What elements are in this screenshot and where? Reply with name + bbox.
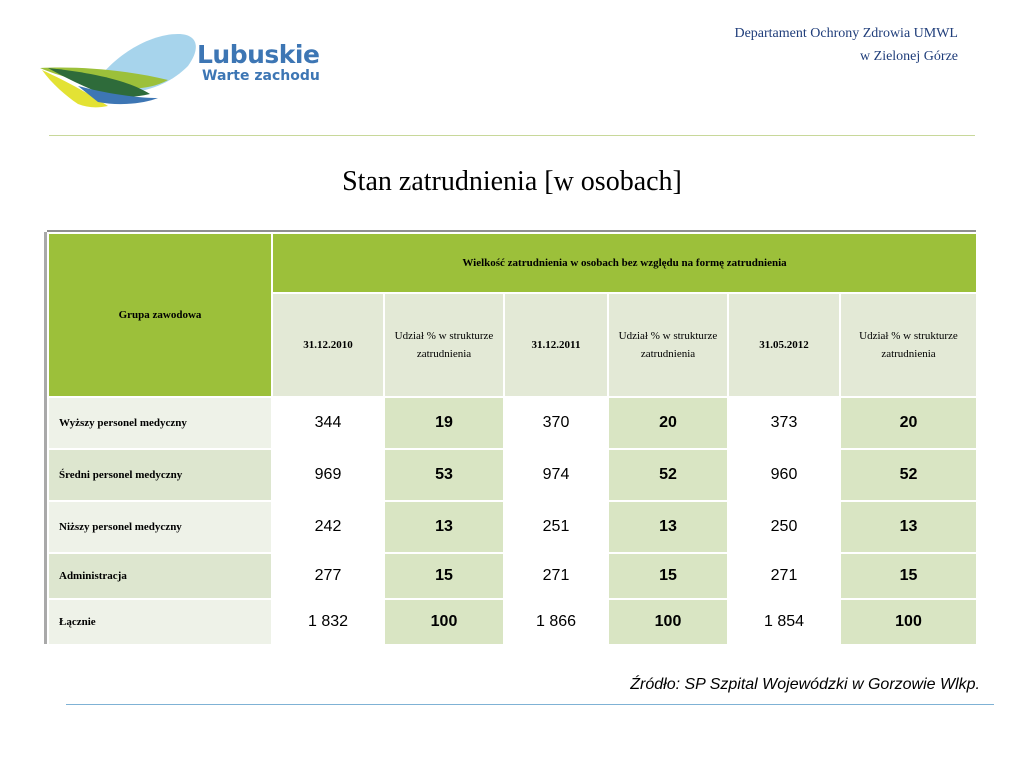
value-cell: 370 bbox=[504, 397, 608, 449]
row-group-label: Administracja bbox=[48, 553, 272, 599]
logo-wordmark bbox=[197, 42, 320, 84]
share-cell: 100 bbox=[608, 599, 728, 645]
share-cell: 13 bbox=[608, 501, 728, 553]
value-cell: 1 854 bbox=[728, 599, 840, 645]
value-cell: 344 bbox=[272, 397, 384, 449]
table-row bbox=[48, 397, 977, 449]
share-cell: 15 bbox=[608, 553, 728, 599]
table-row bbox=[48, 553, 977, 599]
share-cell: 13 bbox=[840, 501, 977, 553]
row-group-label: Średni personel medyczny bbox=[48, 449, 272, 501]
value-cell: 250 bbox=[728, 501, 840, 553]
column-header-share-2012: Udział % w strukturze zatrudnienia bbox=[840, 293, 977, 397]
column-header-share-2010: Udział % w strukturze zatrudnienia bbox=[384, 293, 504, 397]
table-row bbox=[48, 449, 977, 501]
value-cell: 271 bbox=[728, 553, 840, 599]
employment-table bbox=[47, 232, 978, 646]
row-group-label: Łącznie bbox=[48, 599, 272, 645]
share-cell: 15 bbox=[840, 553, 977, 599]
share-cell: 20 bbox=[608, 397, 728, 449]
table-row bbox=[48, 599, 977, 645]
column-header-date-2010: 31.12.2010 bbox=[272, 293, 384, 397]
logo-title: Lubuskie bbox=[197, 40, 320, 69]
row-group-label: Wyższy personel medyczny bbox=[48, 397, 272, 449]
share-cell: 15 bbox=[384, 553, 504, 599]
page-title: Stan zatrudnienia [w osobach] bbox=[342, 166, 682, 197]
value-cell: 1 866 bbox=[504, 599, 608, 645]
value-cell: 974 bbox=[504, 449, 608, 501]
logo-subtitle: Warte zachodu bbox=[202, 68, 320, 84]
value-cell: 277 bbox=[272, 553, 384, 599]
department-header bbox=[734, 22, 958, 68]
value-cell: 969 bbox=[272, 449, 384, 501]
row-group-label: Niższy personel medyczny bbox=[48, 501, 272, 553]
value-cell: 242 bbox=[272, 501, 384, 553]
value-cell: 960 bbox=[728, 449, 840, 501]
top-divider bbox=[49, 135, 975, 136]
column-header-date-2011: 31.12.2011 bbox=[504, 293, 608, 397]
share-cell: 53 bbox=[384, 449, 504, 501]
dept-line-1: Departament Ochrony Zdrowia UMWL bbox=[734, 26, 958, 41]
value-cell: 373 bbox=[728, 397, 840, 449]
value-cell: 271 bbox=[504, 553, 608, 599]
value-cell: 251 bbox=[504, 501, 608, 553]
column-header-share-2011: Udział % w strukturze zatrudnienia bbox=[608, 293, 728, 397]
source-note: Źródło: SP Szpital Wojewódzki w Gorzowie Wlkp. bbox=[630, 676, 980, 693]
column-header-date-2012: 31.05.2012 bbox=[728, 293, 840, 397]
share-cell: 19 bbox=[384, 397, 504, 449]
share-cell: 100 bbox=[840, 599, 977, 645]
share-cell: 100 bbox=[384, 599, 504, 645]
share-cell: 13 bbox=[384, 501, 504, 553]
bottom-divider bbox=[66, 704, 994, 705]
dept-line-2: w Zielonej Górze bbox=[860, 49, 958, 64]
share-cell: 20 bbox=[840, 397, 977, 449]
share-cell: 52 bbox=[608, 449, 728, 501]
table-row bbox=[48, 501, 977, 553]
value-cell: 1 832 bbox=[272, 599, 384, 645]
group-header: Grupa zawodowa bbox=[48, 233, 272, 397]
span-header: Wielkość zatrudnienia w osobach bez względu na formę zatrudnienia bbox=[272, 233, 977, 293]
share-cell: 52 bbox=[840, 449, 977, 501]
